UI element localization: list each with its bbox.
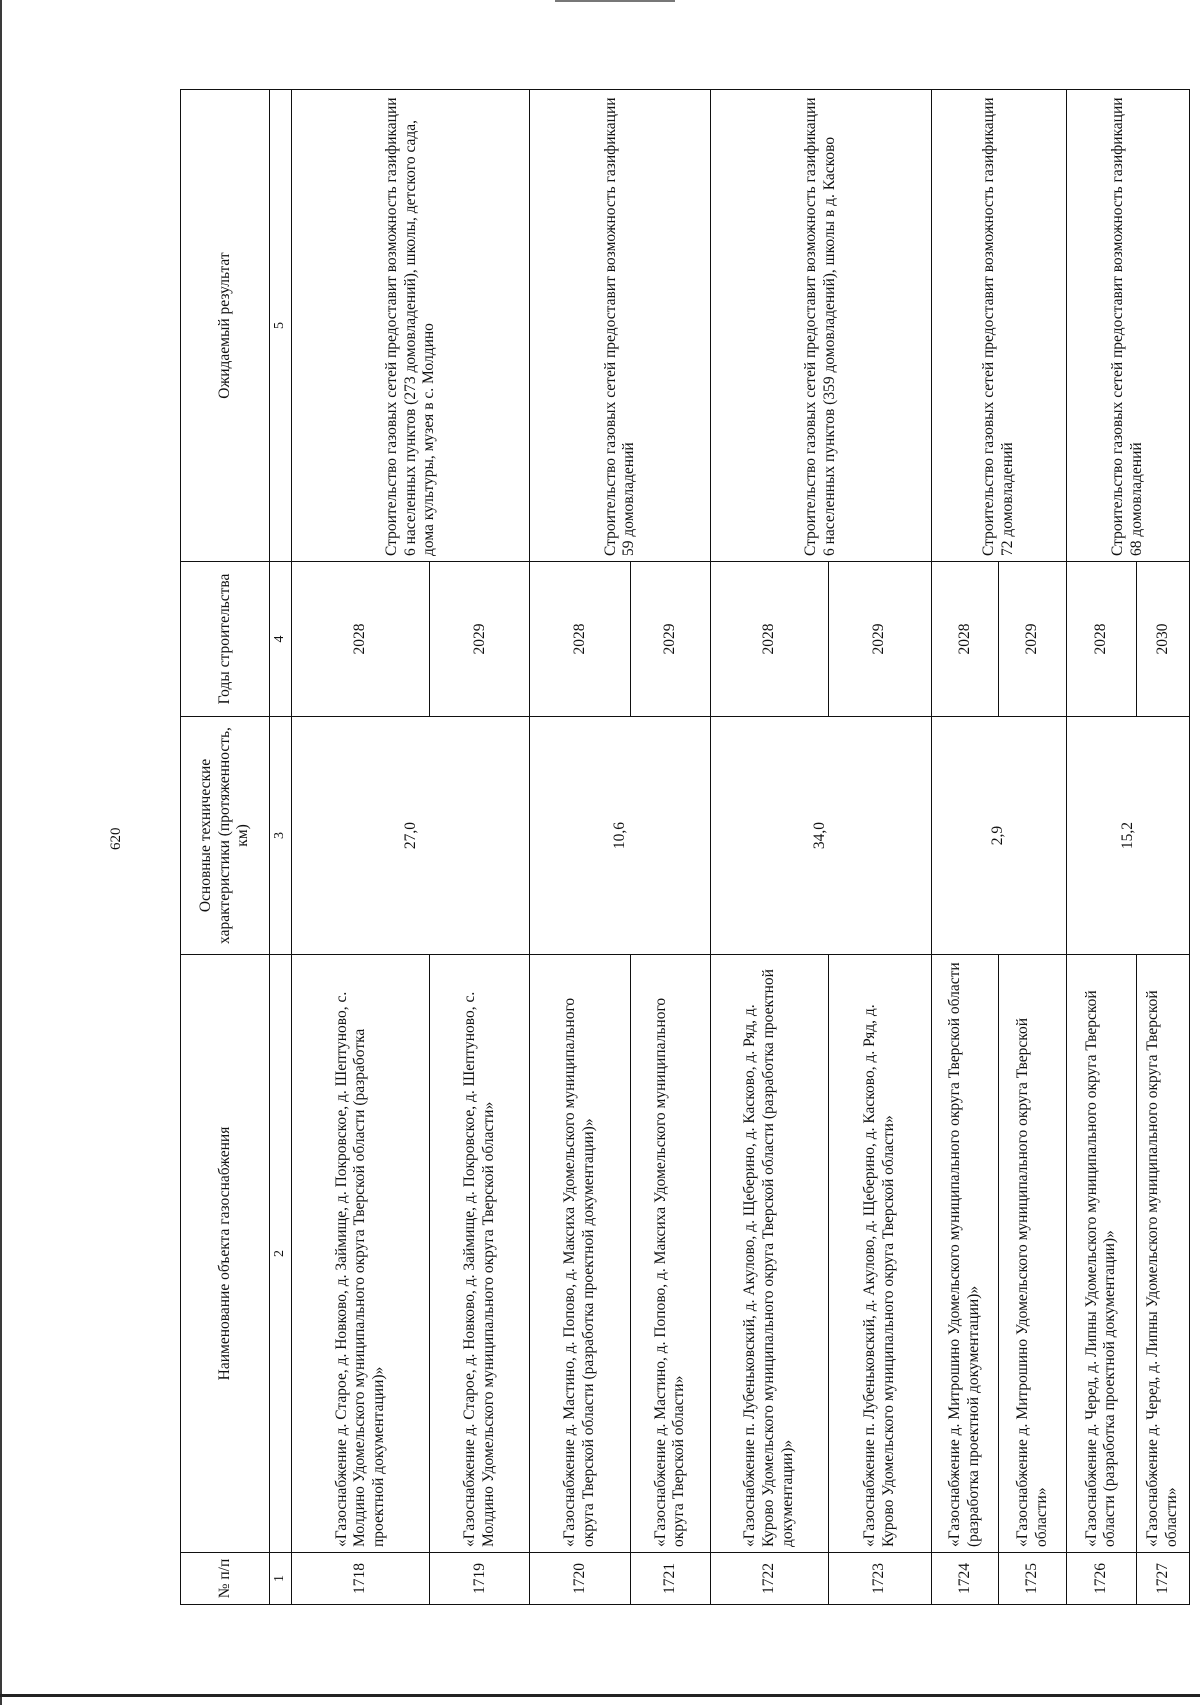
scan-edge-left (0, 0, 2, 1705)
object-name: «Газоснабжение д. Мастино, д. Попово, д. Максиха Удомельского муниципального округа Тверской области (разработка проектной документации)» (530, 955, 630, 1553)
construction-year: 2028 (710, 562, 828, 717)
header-result: Ожидаемый результат (181, 90, 270, 562)
table-row (710, 90, 828, 1605)
column-number: 4 (270, 562, 292, 717)
row-number: 1724 (931, 1553, 999, 1605)
table-row (292, 90, 430, 1605)
scan-mark-top (555, 0, 675, 2)
construction-year: 2028 (1066, 562, 1136, 717)
object-name: «Газоснабжение д. Митрошино Удомельского муниципального округа Тверской области» (999, 955, 1067, 1553)
length-km: 27,0 (292, 717, 530, 955)
row-number: 1726 (1066, 1553, 1136, 1605)
column-number: 5 (270, 90, 292, 562)
length-km: 10,6 (530, 717, 710, 955)
header-no: № п/п (181, 1553, 270, 1605)
object-name: «Газоснабжение д. Черед, д. Липны Удомельского муниципального округа Тверской области» (1137, 955, 1190, 1553)
construction-year: 2029 (630, 562, 710, 717)
row-number: 1721 (630, 1553, 710, 1605)
construction-year: 2029 (828, 562, 931, 717)
construction-year: 2029 (430, 562, 530, 717)
row-number: 1723 (828, 1553, 931, 1605)
column-number: 3 (270, 717, 292, 955)
expected-result: Строительство газовых сетей предоставит возможность газификации 72 домовладений (931, 90, 1066, 562)
expected-result: Строительство газовых сетей предоставит возможность газификации 6 населенных пунктов (273 домовладений), школы, детского сада, дома культуры, музея в с. Молдино (292, 90, 530, 562)
column-number-row (270, 90, 292, 1605)
object-name: «Газоснабжение д. Старое, д. Новково, д. Займище, д. Покровское, д. Шептуново, с. Молдино Удомельского муниципального округа Тверской области (разработка проектной документации)» (292, 955, 430, 1553)
scan-edge-bottom (0, 1694, 1200, 1697)
length-km: 15,2 (1066, 717, 1189, 955)
rotated-table-wrapper (180, 90, 1190, 1605)
length-km: 34,0 (710, 717, 931, 955)
row-number: 1727 (1137, 1553, 1190, 1605)
column-number: 2 (270, 955, 292, 1553)
expected-result: Строительство газовых сетей предоставит возможность газификации 6 населенных пунктов (359 домовладений), школы в д. Касково (710, 90, 931, 562)
table-row (530, 90, 630, 1605)
expected-result: Строительство газовых сетей предоставит возможность газификации 59 домовладений (530, 90, 710, 562)
row-number: 1722 (710, 1553, 828, 1605)
construction-year: 2030 (1137, 562, 1190, 717)
header-row (181, 90, 270, 1605)
object-name: «Газоснабжение п. Лубеньковский, д. Акулово, д. Щеберино, д. Касково, д. Ряд, д. Курово Удомельского муниципального округа Тверской области (разработка проектной документации)» (710, 955, 828, 1553)
object-name: «Газоснабжение д. Черед, д. Липны Удомельского муниципального округа Тверской области (разработка проектной документации)» (1066, 955, 1136, 1553)
length-km: 2,9 (931, 717, 1066, 955)
object-name: «Газоснабжение д. Митрошино Удомельского муниципального округа Тверской области (разработка проектной документации)» (931, 955, 999, 1553)
table-row (1066, 90, 1136, 1605)
construction-year: 2029 (999, 562, 1067, 717)
construction-year: 2028 (292, 562, 430, 717)
construction-year: 2028 (530, 562, 630, 717)
header-name: Наименование объекта газоснабжения (181, 955, 270, 1553)
expected-result: Строительство газовых сетей предоставит возможность газификации 68 домовладений (1066, 90, 1189, 562)
row-number: 1718 (292, 1553, 430, 1605)
row-number: 1725 (999, 1553, 1067, 1605)
gas-supply-table (180, 89, 1190, 1605)
header-years: Годы строительства (181, 562, 270, 717)
column-number: 1 (270, 1553, 292, 1605)
object-name: «Газоснабжение д. Старое, д. Новково, д. Займище, д. Покровское, д. Шептуново, с. Молдино Удомельского муниципального округа Тверской области» (430, 955, 530, 1553)
construction-year: 2028 (931, 562, 999, 717)
page-number: 620 (108, 827, 124, 850)
header-length: Основные технические характеристики (протяженность, км) (181, 717, 270, 955)
row-number: 1719 (430, 1553, 530, 1605)
object-name: «Газоснабжение д. Мастино, д. Попово, д. Максиха Удомельского муниципального округа Тверской области» (630, 955, 710, 1553)
object-name: «Газоснабжение п. Лубеньковский, д. Акулово, д. Щеберино, д. Касково, д. Ряд, д. Курово Удомельского муниципального округа Тверской области» (828, 955, 931, 1553)
table-row (931, 90, 999, 1605)
row-number: 1720 (530, 1553, 630, 1605)
